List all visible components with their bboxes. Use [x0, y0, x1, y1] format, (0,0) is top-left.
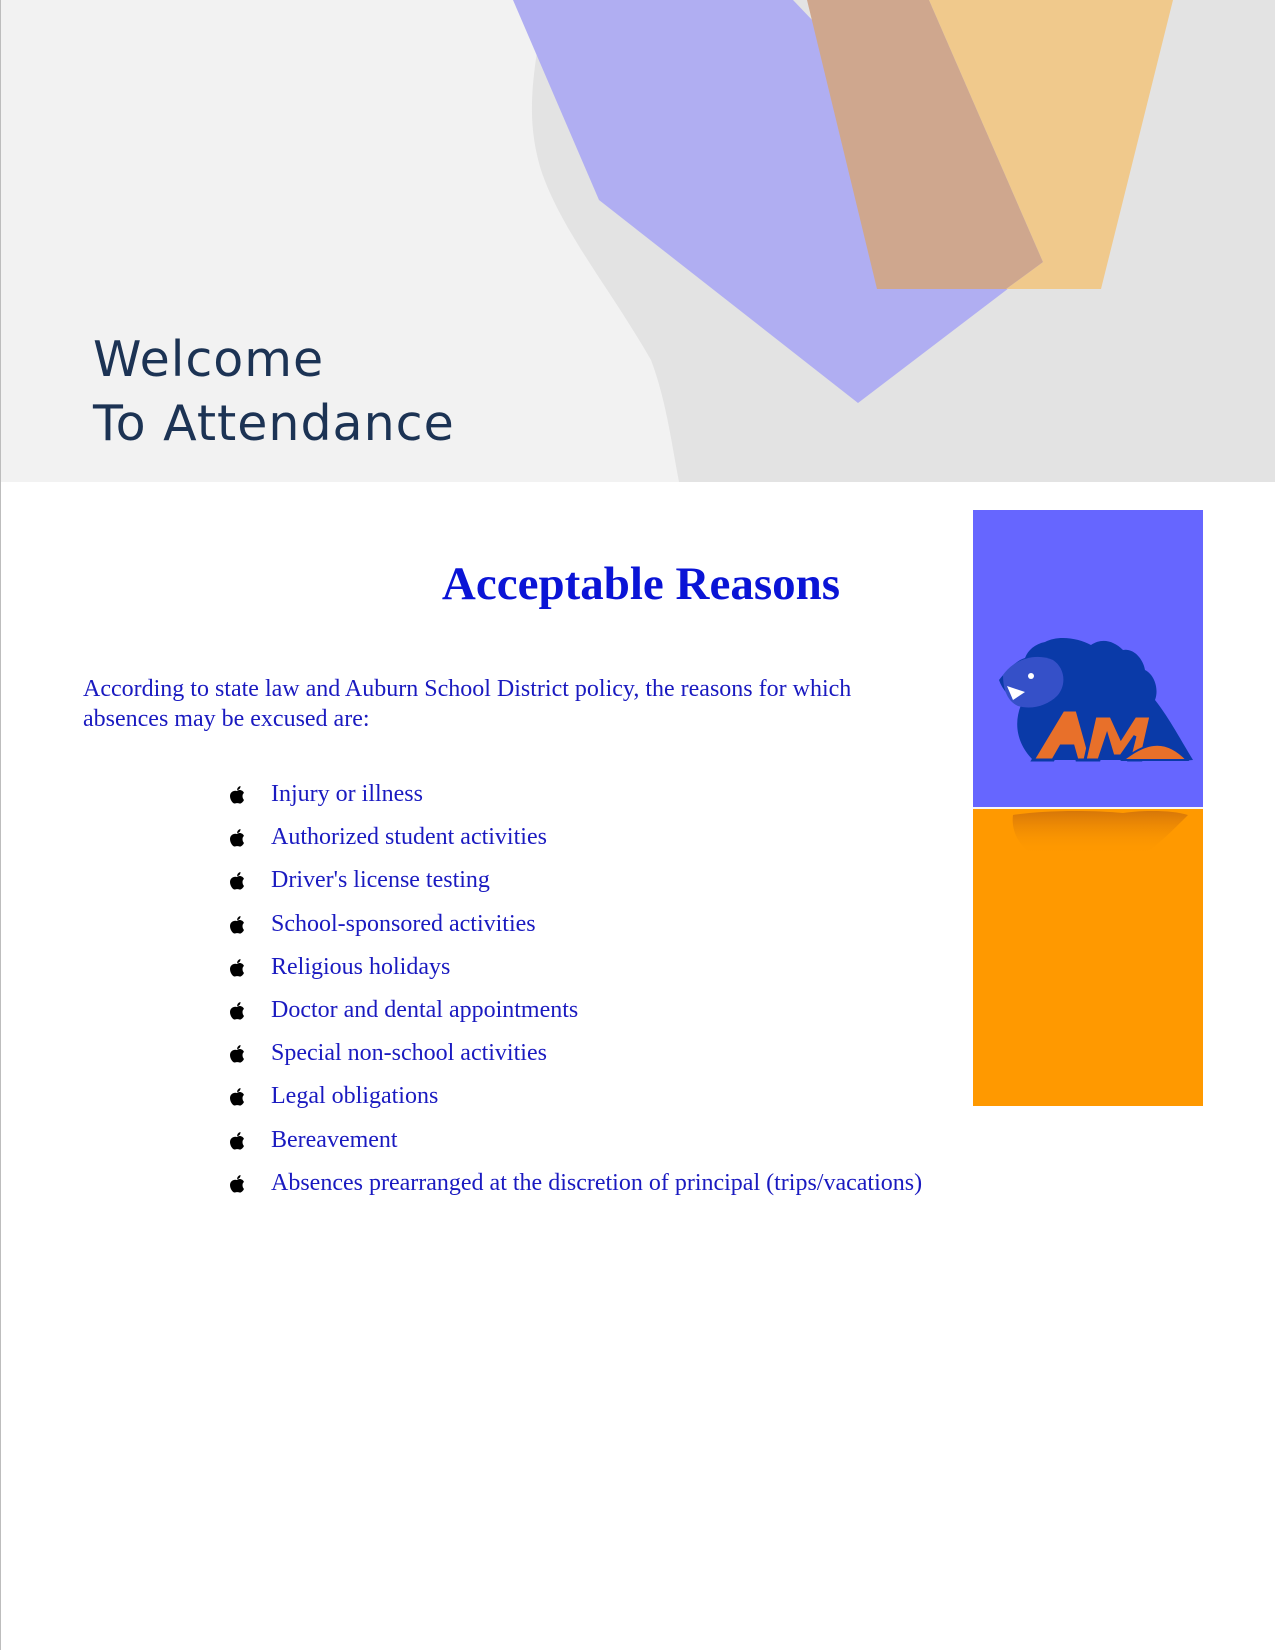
reason-text: Legal obligations [271, 1083, 439, 1110]
reason-text: Bereavement [271, 1126, 398, 1153]
apple-bullet-icon [227, 1001, 247, 1021]
apple-bullet-icon [227, 828, 247, 848]
apple-bullet-icon [227, 1044, 247, 1064]
page-title [93, 328, 455, 456]
title-line-1: Welcome [93, 331, 325, 388]
apple-bullet-icon [227, 785, 247, 805]
reason-text: Authorized student activities [271, 824, 547, 851]
apple-bullet-icon [227, 1087, 247, 1107]
reason-text: School-sponsored activities [271, 910, 536, 937]
reason-text: Doctor and dental appointments [271, 996, 579, 1023]
header-banner [1, 0, 1275, 482]
reason-text: Religious holidays [271, 953, 451, 980]
apple-bullet-icon [227, 1131, 247, 1151]
apple-bullet-icon [227, 1174, 247, 1194]
reason-text: Injury or illness [271, 781, 423, 807]
reason-text: Driver's license testing [271, 867, 490, 894]
reason-text: Special non-school activities [271, 1040, 547, 1067]
reason-text: Absences prearranged at the discretion of principal (trips/vacations) [271, 1169, 923, 1196]
apple-bullet-icon [227, 915, 247, 935]
apple-bullet-icon [227, 871, 247, 891]
intro-paragraph: According to state law and Auburn School District policy, the reasons for which absences may be excused are: [83, 676, 852, 732]
title-line-2: To Attendance [93, 395, 455, 452]
lion-am-logo-icon [973, 510, 1203, 1106]
side-logo-panel [973, 510, 1203, 1106]
apple-bullet-icon [227, 958, 247, 978]
section-heading: Acceptable Reasons [441, 558, 841, 610]
